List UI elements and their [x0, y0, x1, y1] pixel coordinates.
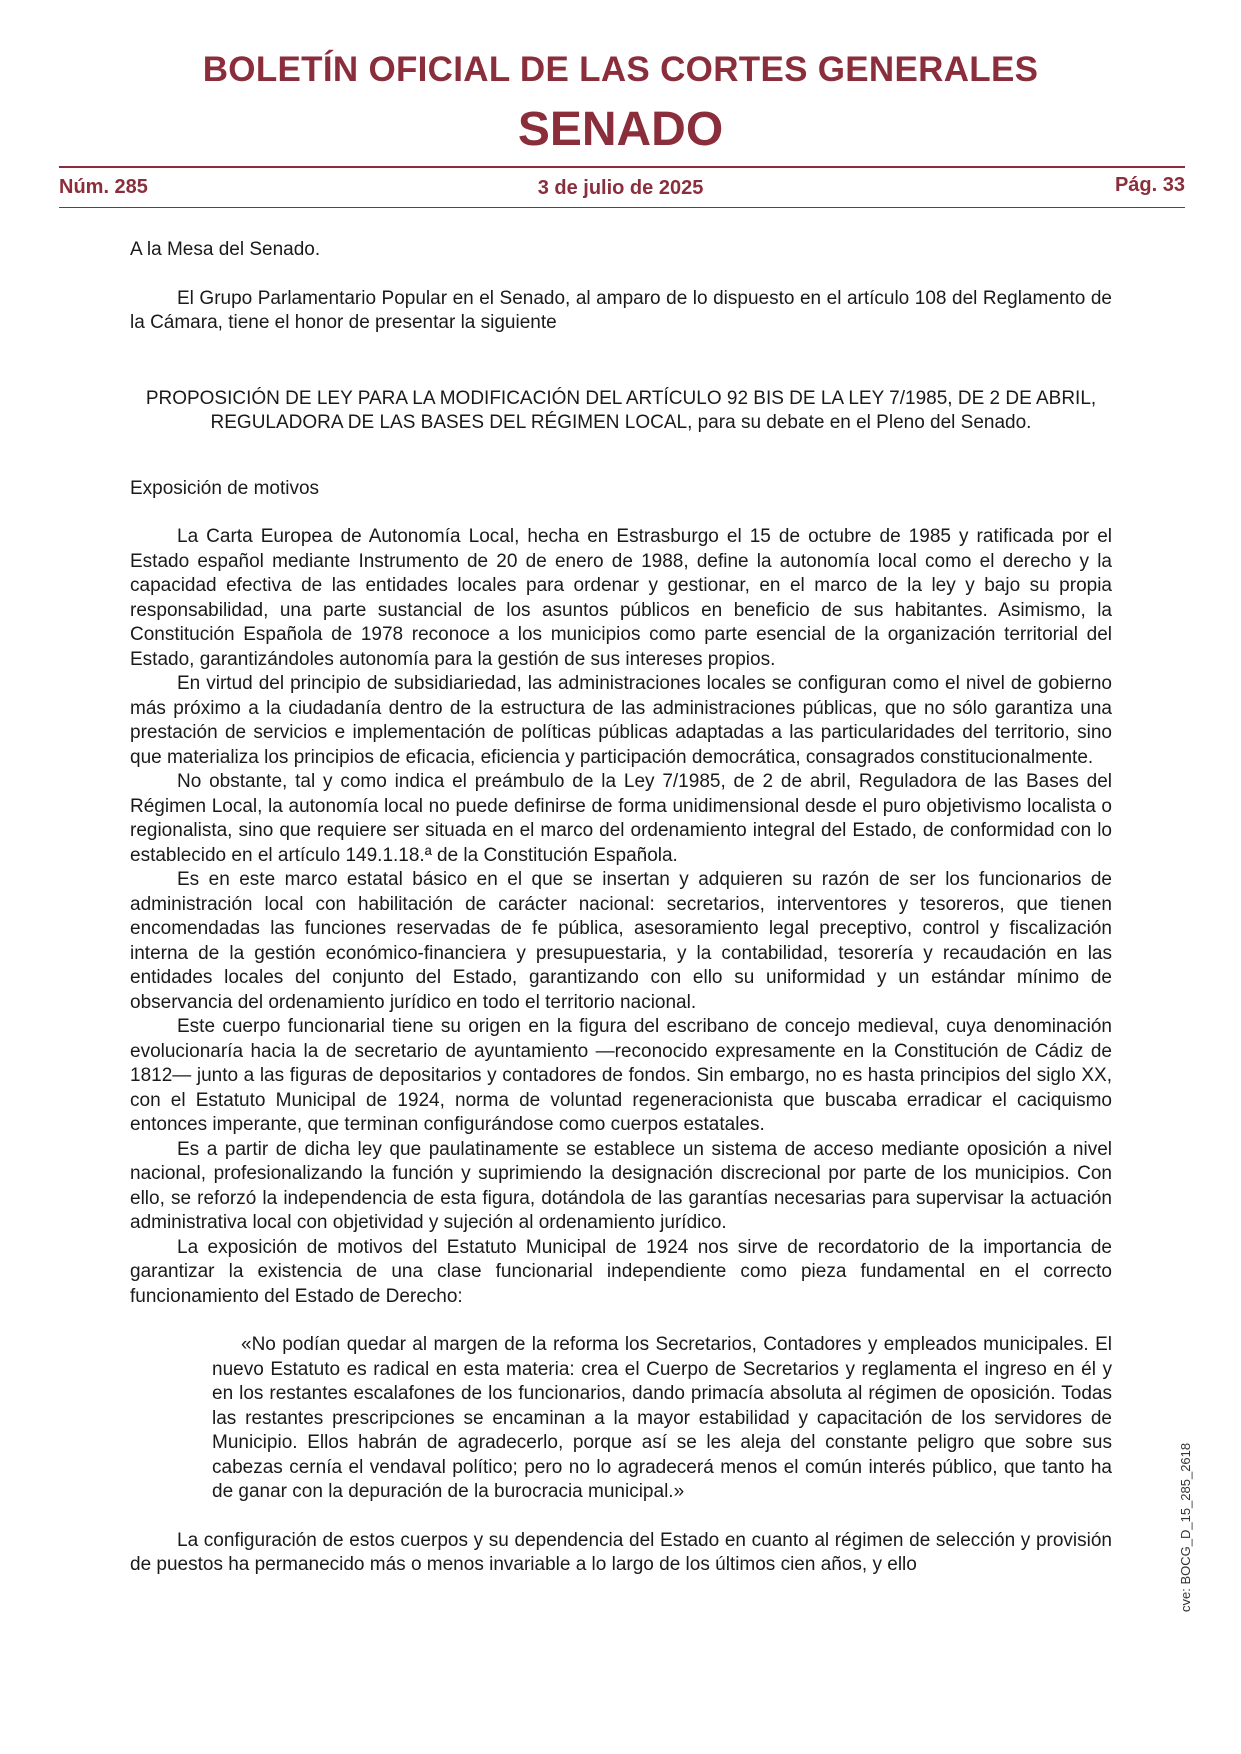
law-title: PROPOSICIÓN DE LEY PARA LA MODIFICACIÓN DEL ARTÍCULO 92 BIS DE LA LEY 7/1985, DE 2 DE ABRIL, REGULADORA DE LAS BASES DEL RÉGIMEN LOCAL, para su debate en el Pleno del Senado.: [145, 387, 1097, 433]
publication-title: BOLETÍN OFICIAL DE LAS CORTES GENERALES: [202, 50, 1039, 89]
body-paragraph: No obstante, tal y como indica el preámbulo de la Ley 7/1985, de 2 de abril, Reguladora de las Bases del Régimen Local, la autonomía local no puede definirse de forma unidimensional desde el puro objetivismo localista o regionalista, sino que requiere ser situada en el marco del ordenamiento integral del Estado, de conformidad con lo establecido en el artículo 149.1.18.ª de la Constitución Española.: [130, 771, 1112, 866]
issue-number: Núm. 285: [59, 176, 148, 198]
body-paragraph: Es en este marco estatal básico en el que se insertan y adquieren su razón de ser los funcionarios de administración local con habilitación de carácter nacional: secretarios, interventores y tesoreros, que tienen encomendadas las funciones reservadas de fe pública, asesoramiento legal preceptivo, control y fiscalización interna de la gestión económico-financiera y presupuestaria, y la contabilidad, tesorería y recaudación en las entidades locales del conjunto del Estado, garantizando con ello su uniformidad y un estándar mínimo de observancia del ordenamiento jurídico en todo el territorio nacional.: [130, 869, 1112, 1013]
salutation: A la Mesa del Senado.: [130, 239, 321, 260]
intro-paragraph: El Grupo Parlamentario Popular en el Senado, al amparo de lo dispuesto en el artículo 108 del Reglamento de la Cámara, tiene el honor de presentar la siguiente: [130, 287, 1112, 333]
header-rule-top: [59, 166, 1185, 168]
margin-verification-code: cve: BOCG_D_15_285_2618: [1178, 1442, 1193, 1612]
body-paragraph: En virtud del principio de subsidiariedad, las administraciones locales se configuran como el nivel de gobierno más próximo a la ciudadanía dentro de la estructura de las administraciones públicas, que no sólo garantiza una prestación de servicios e implementación de políticas públicas adaptadas a las particularidades del territorio, sino que materializa los principios de eficacia, eficiencia y participación democrática, consagrados constitucionalmente.: [130, 673, 1112, 768]
page-number: Pág. 33: [1114, 174, 1185, 196]
body-paragraph: Es a partir de dicha ley que paulatinamente se establece un sistema de acceso mediante oposición a nivel nacional, profesionalizando la función y suprimiendo la designación discrecional por parte de los municipios. Con ello, se reforzó la independencia de esta figura, dotándola de las garantías necesarias para supervisar la actuación administrativa local con objetividad y sujeción al ordenamiento jurídico.: [130, 1138, 1112, 1233]
document-body: [130, 238, 1112, 1578]
body-paragraph: La Carta Europea de Autonomía Local, hecha en Estrasburgo el 15 de octubre de 1985 y ratificada por el Estado español mediante Instrumento de 20 de enero de 1988, define la autonomía local como el derecho y la capacidad efectiva de las entidades locales para ordenar y gestionar, en el marco de la ley y bajo su propia responsabilidad, una parte sustancial de los asuntos públicos en beneficio de sus habitantes. Asimismo, la Constitución Española de 1978 reconoce a los municipios como parte esencial de la organización territorial del Estado, garantizándoles autonomía para la gestión de sus intereses propios.: [130, 526, 1112, 670]
body-paragraph: Este cuerpo funcionarial tiene su origen en la figura del escribano de concejo medieval, cuya denominación evolucionaría hacia la de secretario de ayuntamiento —reconocido expresamente en la Constitución de Cádiz de 1812— junto a las figuras de depositarios y contadores de fondos. Sin embargo, no es hasta principios del siglo XX, con el Estatuto Municipal de 1924, norma de voluntad regeneracionista que buscaba erradicar el caciquismo entonces imperante, que terminan configurándose como cuerpos estatales.: [130, 1016, 1112, 1135]
section-heading: Exposición de motivos: [130, 477, 320, 499]
chamber-name: SENADO: [517, 103, 724, 156]
issue-date: 3 de julio de 2025: [537, 177, 704, 199]
block-quote: «No podían quedar al margen de la reforma los Secretarios, Contadores y empleados municipales. El nuevo Estatuto es radical en esta materia: crea el Cuerpo de Secretarios y reglamenta el ingreso en él y en los restantes escalafones de los funcionarios, dando primacía absoluta al régimen de oposición. Todas las restantes prescripciones se encaminan a la mayor estabilidad y capacitación de los servidores de Municipio. Ellos habrán de agradecerlo, porque así se les aleja del constante peligro que sobre sus cabezas cernía el vendaval político; pero no lo agradecerá menos el común interés público, que tanto ha de ganar con la depuración de la burocracia municipal.»: [212, 1334, 1112, 1502]
header-rule-bottom: [59, 207, 1185, 208]
closing-paragraph: La configuración de estos cuerpos y su dependencia del Estado en cuanto al régimen de selección y provisión de puestos ha permanecido más o menos invariable a lo largo de los últimos cien años, y ello: [130, 1529, 1112, 1575]
body-paragraph: La exposición de motivos del Estatuto Municipal de 1924 nos sirve de recordatorio de la importancia de garantizar la existencia de una clase funcionarial independiente como pieza fundamental en el correcto funcionamiento del Estado de Derecho:: [130, 1236, 1112, 1307]
